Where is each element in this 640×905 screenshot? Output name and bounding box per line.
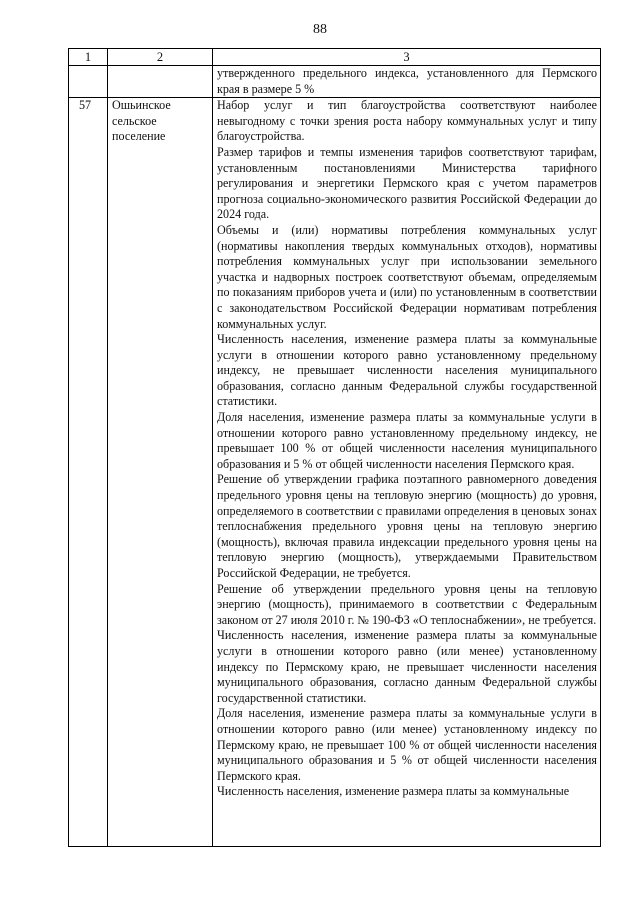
settlement-name: Ошьинское сельское поселение [108, 98, 213, 847]
conditions-cell [213, 98, 601, 847]
page-number: 88 [313, 22, 327, 37]
continuation-empty-cell-2 [108, 66, 213, 98]
paragraph-services: Набор услуг и тип благоустройства соответствуют наиболее невыгодному с точки зрения роста набору коммунальных услуг и типу благоустройства. [217, 98, 597, 144]
paragraph-population-count: Численность населения, изменение размера платы за коммунальные услуги в отношении которого равно установленному предельному индексу, не превышает численности населения муниципального образования, согласно данным Федеральной службы государственной статистики. [217, 332, 597, 409]
paragraph-continued: Численность населения, изменение размера платы за коммунальные [217, 784, 570, 799]
paragraph-tariffs: Размер тарифов и темпы изменения тарифов соответствуют тарифам, установленным постановлениями Министерства тарифного регулирования и энергетики Пермского края с учетом параметров прогноза социально-экономического развития Российской Федерации до 2024 года. [217, 144, 597, 222]
header-col-2: 2 [108, 49, 213, 66]
paragraph-population-share-regional: Доля населения, изменение размера платы за коммунальные услуги в отношении которого равно (или менее) установленному индексу по Пермскому краю, не превышает 100 % от общей численности населения муниципального образования и 5 % от общей численности населения Пермского края. [217, 706, 597, 783]
document-table [68, 48, 601, 847]
row-number: 57 [69, 98, 108, 847]
header-col-1: 1 [69, 49, 108, 66]
header-col-3: 3 [213, 49, 601, 66]
paragraph-population-count-regional: Численность населения, изменение размера платы за коммунальные услуги в отношении которого равно (или менее) установленному индексу по Пермскому краю, не превышает численности населения муниципального образования, согласно данным Федеральной службы государственной статистики. [217, 628, 597, 705]
table-row-continuation [69, 66, 601, 98]
table-row-57 [69, 98, 601, 847]
paragraph-population-share: Доля населения, изменение размера платы за коммунальные услуги в отношении которого равно установленному предельному индексу, не превышает 100 % от общей численности населения муниципального образования и 5 % от общей численности населения Пермского края. [217, 410, 597, 471]
paragraph-heat-schedule: Решение об утверждении графика поэтапного равномерного доведения предельного уровня цены на тепловую энергию (мощность) до уровня, определяемого в соответствии с правилами определения в ценовых зонах теплоснабжения предельного уровня цены на тепловую энергию (мощность), включая правила индексации предельного уровня цены на тепловую энергию (мощность), утверждаемыми Правительством Российской Федерации, не требуется. [217, 472, 597, 580]
table-header-row [69, 49, 601, 66]
continuation-cell [213, 66, 601, 98]
continuation-text: утвержденного предельного индекса, установленного для Пермского края в размере 5 % [217, 66, 597, 96]
paragraph-heat-price: Решение об утверждении предельного уровня цены на тепловую энергию (мощность), принимаемого в соответствии с Федеральным законом от 27 июля 2010 г. № 190-ФЗ «О теплоснабжении», не требуется. [217, 581, 597, 627]
continuation-empty-cell-1 [69, 66, 108, 98]
paragraph-volumes: Объемы и (или) нормативы потребления коммунальных услуг (нормативы накопления твердых коммунальных отходов), нормативы потребления коммунальных услуг при использовании земельного участка и надворных построек соответствуют объемам, определяемым по показаниям приборов учета и (или) по установленным в соответствии с законодательством Российской Федерации нормативам потребления коммунальных услуг. [217, 222, 597, 331]
